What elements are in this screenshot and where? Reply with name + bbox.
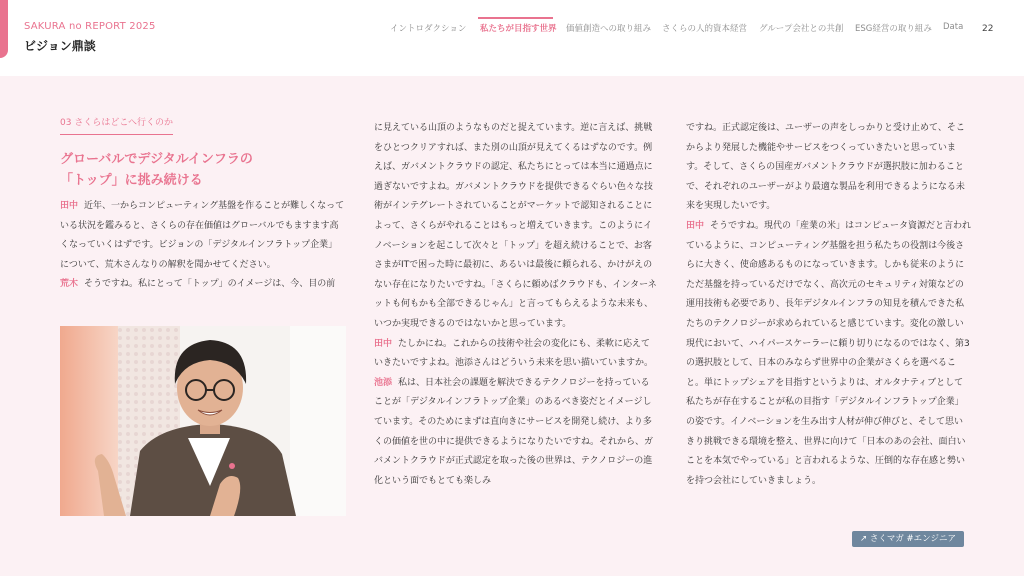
speaker-photo — [60, 326, 346, 516]
nav-item-esg[interactable]: ESG経営の取り組み — [855, 24, 932, 34]
arrow-up-right-icon: ↗ — [860, 534, 868, 544]
paragraph-text: そうですね。現代の「産業の米」はコンピュータ資源だと言われているように、コンピューティング基盤を担う私たちの役割は今後さらに大きく、使命感あるものになっていきます。しかも従来のようにただ基盤を持っているだけでなく、高次元のセキュリティ対策などの運用技術も必要であり、長年デジタルインフラの知見を積んできた私たちのテクノロジーが求められていると感じています。変化の激しい現代において、ハイパースケーラーに頼り切りになるのではなく、第3の選択肢として、日本のみならず世界中の企業がさくらを選べること。単にトップシェアを目指すというよりは、オルタナティブとして私たちが存在することが私の目指す「デジタルインフラトップ企業」の姿です。イノベーションを生み出す人材が伸び伸びと、そして思いきり挑戦できる環境を整え、世界に向けて「日本のあの会社、面白いことを本気でやっている」と言われるような、圧倒的な存在感と勢いを持つ会社にしていきましょう。 — [686, 220, 972, 486]
nav-item-group-cocreation[interactable]: グループ会社との共創 — [759, 24, 844, 34]
tag-button-label: さくマガ #エンジニア — [869, 534, 956, 544]
paragraph — [686, 217, 972, 491]
article-subhead: 03 さくらはどこへ行くのか — [60, 116, 173, 135]
article-column-1 — [60, 114, 346, 295]
paragraph-text: たしかにね。これからの技術や社会の変化にも、柔軟に応えていきたいですよね。池添さんはどういう未来を思い描いていますか。 — [374, 338, 654, 369]
header-bar — [0, 0, 1024, 76]
section-title: ビジョン鼎談 — [24, 39, 96, 53]
speaker-name: 田中 — [374, 338, 393, 349]
nav-item-data[interactable]: Data — [943, 22, 964, 32]
headline-line-1: グローバルでデジタルインフラの — [60, 152, 253, 167]
nav-item-human-capital[interactable]: さくらの人的資本経営 — [662, 24, 748, 34]
nav-item-value-creation[interactable]: 価値創造への取り組み — [566, 24, 652, 34]
paragraph-text: そうですね。私にとって「トップ」のイメージは、今、目の前 — [84, 279, 336, 290]
page-number: 22 — [982, 24, 994, 34]
headline-line-2: 「トップ」に挑み続ける — [60, 173, 203, 188]
article-headline — [60, 149, 346, 191]
corner-accent — [0, 0, 8, 58]
paragraph — [686, 119, 972, 217]
paragraph-text: に見えている山頂のようなものだと捉えています。逆に言えば、挑戦をひとつクリアすれば、また別の山頂が見えてくるはずなのです。例えば、ガバメントクラウドの認定、私たちにとっては本当に通過点に過ぎないですよね。ガバメントクラウドを提供できるぐらい色々な技術がインテグレートされていることがマーケットで認知されることによって、さくらがやれることはもっと増えていきます。このようにイノベーションを起こして次々と「トップ」を超え続けることで、お客さまがITで困った時に最初に、あるいは最後に頼られる、かけがえのない存在になりたいですね。「さくらに頼めばクラウドも、インターネットも何もかも全部できるじゃん」と言ってもらえるような未来も、いつか実現できるのではないかと思っています。 — [374, 123, 657, 329]
speaker-name: 池添 — [374, 377, 393, 388]
sakumaga-engineer-link-button[interactable] — [852, 531, 964, 547]
article-column-2 — [374, 119, 658, 491]
report-label: SAKURA no REPORT 2025 — [24, 21, 156, 32]
paragraph — [374, 335, 658, 374]
speaker-name: 田中 — [686, 220, 705, 231]
paragraph — [374, 119, 658, 335]
paragraph-text: ですね。正式認定後は、ユーザーの声をしっかりと受け止めて、そこからより発展した機能やサービスをつくっていきたいと思っています。そして、さくらの国産ガバメントクラウドが選択肢に加わることで、それぞれのユーザーがより最適な製品を利用できるようになる未来を実現したいです。 — [686, 123, 965, 212]
speaker-name: 田中 — [60, 201, 79, 211]
paragraph-text: 近年、一からコンピューティング基盤を作ることが難しくなっている状況を鑑みると、さくらの存在価値はグローバルでもますます高くなっていくはずです。ビジョンの「デジタルインフラトップ企業」について、荒木さんなりの解釈を聞かせてください。 — [60, 201, 345, 270]
paragraph — [374, 374, 658, 492]
speaker-photo-illustration — [60, 326, 346, 516]
article-column-3 — [686, 119, 972, 491]
active-nav-underline — [478, 17, 553, 19]
paragraph — [60, 275, 346, 295]
nav-item-our-vision[interactable]: 私たちが目指す世界 — [480, 24, 557, 34]
nav-item-introduction[interactable]: イントロダクション — [390, 24, 467, 34]
speaker-name: 荒木 — [60, 279, 79, 290]
paragraph — [60, 197, 346, 275]
paragraph-text: 私は、日本社会の課題を解決できるテクノロジーを持っていることが「デジタルインフラトップ企業」のあるべき姿だとイメージしています。そのためにまずは直向きにサービスを開発し続け、より多くの価値を世の中に提供できるようになりたいですね。それから、ガバメントクラウドが正式認定を取った後の世界は、テクノロジーの進化という面でもとても楽しみ — [374, 377, 654, 486]
